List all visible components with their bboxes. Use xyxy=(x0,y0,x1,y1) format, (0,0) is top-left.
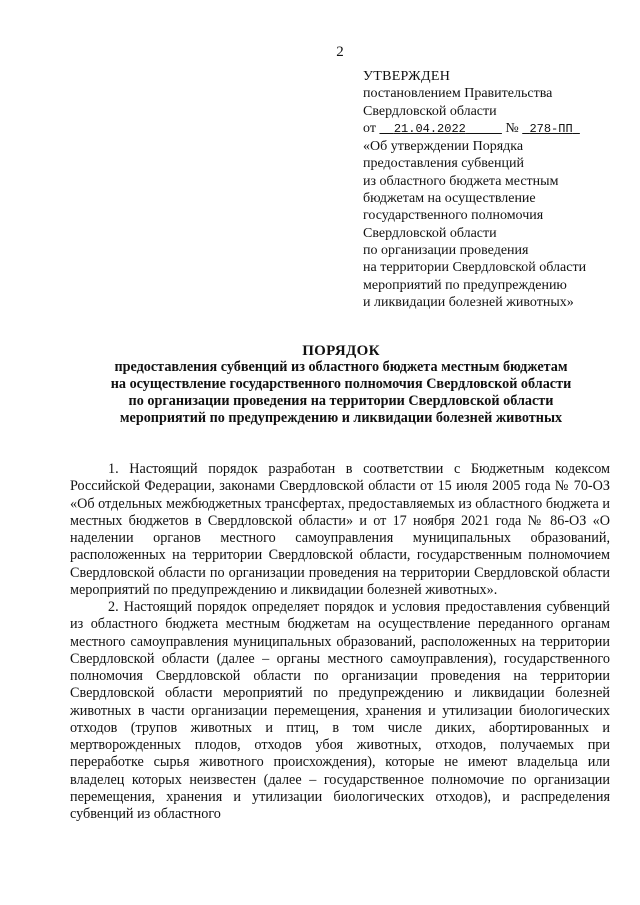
approval-title-line: государственного полномочия xyxy=(363,208,544,224)
approval-number: 278-ПП xyxy=(529,121,573,136)
subtitle-line: на осуществление государственного полномочия Свердловской области xyxy=(110,376,572,392)
approval-title-line: бюджетам на осуществление xyxy=(363,191,536,207)
approval-heading: УТВЕРЖДЕН xyxy=(363,69,451,84)
document-subtitle xyxy=(70,359,612,427)
approval-line: Свердловской области xyxy=(363,103,497,119)
approval-title-line: по организации проведения xyxy=(363,242,529,258)
subtitle-line: мероприятий по предупреждению и ликвидации болезней животных xyxy=(119,410,563,426)
approval-title-line: и ликвидации болезней животных» xyxy=(363,294,574,310)
approval-date: 21.04.2022 xyxy=(393,121,466,136)
approval-title-line: «Об утверждении Порядка xyxy=(363,139,524,155)
document-body xyxy=(70,461,610,823)
subtitle-line: по организации проведения на территории Свердловской области xyxy=(128,393,554,409)
paragraph-2: 2. Настоящий порядок определяет порядок и условия предоставления субвенций из областного бюджета местным бюджетам на осуществление переданного органам местного самоуправления муниципальных образований, расположенных на территории Свердловской области (далее – органы местного самоуправления), государственного полномочия Свердловской области по организации проведения на территории Свердловской области мероприятий по предупреждению и ликвидации болезней животных в части организации перемещения, хранения и утилизации биологических отходов (трупов животных и птиц, в том числе диких, абортированных и мертворожденных плодов, отходов убоя животных, отходов, получаемых при переработке сырья животного происхождения), которые не имеют владельца или владелец которых неизвестен (далее – государственное полномочие по организации перемещения, хранения и утилизации биологических отходов), и распределения субвенций из областного xyxy=(70,599,610,822)
approval-title-line: мероприятий по предупреждению xyxy=(363,277,567,293)
approval-title-line: Свердловской области xyxy=(363,225,497,241)
paragraph-1: 1. Настоящий порядок разработан в соответствии с Бюджетным кодексом Российской Федерации, законами Свердловской области от 15 июля 2005 года № 70-ОЗ «Об отдельных межбюджетных трансфертах, предоставляемых из областного бюджета и местных бюджетов в Свердловской области» и от 17 ноября 2021 года № 86-ОЗ «О наделении органов местного самоуправления муниципальных образований, расположенных на территории Свердловской области, государственным полномочием Свердловской области по организации проведения на территории Свердловской области мероприятий по предупреждению и ликвидации болезней животных». xyxy=(70,461,610,598)
approval-title-line: из областного бюджета местным xyxy=(363,173,559,189)
number-prefix: № xyxy=(505,120,519,136)
approval-line: постановлением Правительства xyxy=(363,86,553,102)
approval-stamp xyxy=(363,68,633,311)
approval-title-line: предоставления субвенций xyxy=(363,156,524,172)
approval-title-line: на территории Свердловской области xyxy=(363,260,587,276)
approval-date-number xyxy=(363,120,633,138)
date-prefix: от xyxy=(363,120,376,136)
document-title: ПОРЯДОК xyxy=(302,343,380,359)
subtitle-line: предоставления субвенций из областного бюджета местным бюджетам xyxy=(114,359,568,375)
page-number: 2 xyxy=(336,44,344,60)
